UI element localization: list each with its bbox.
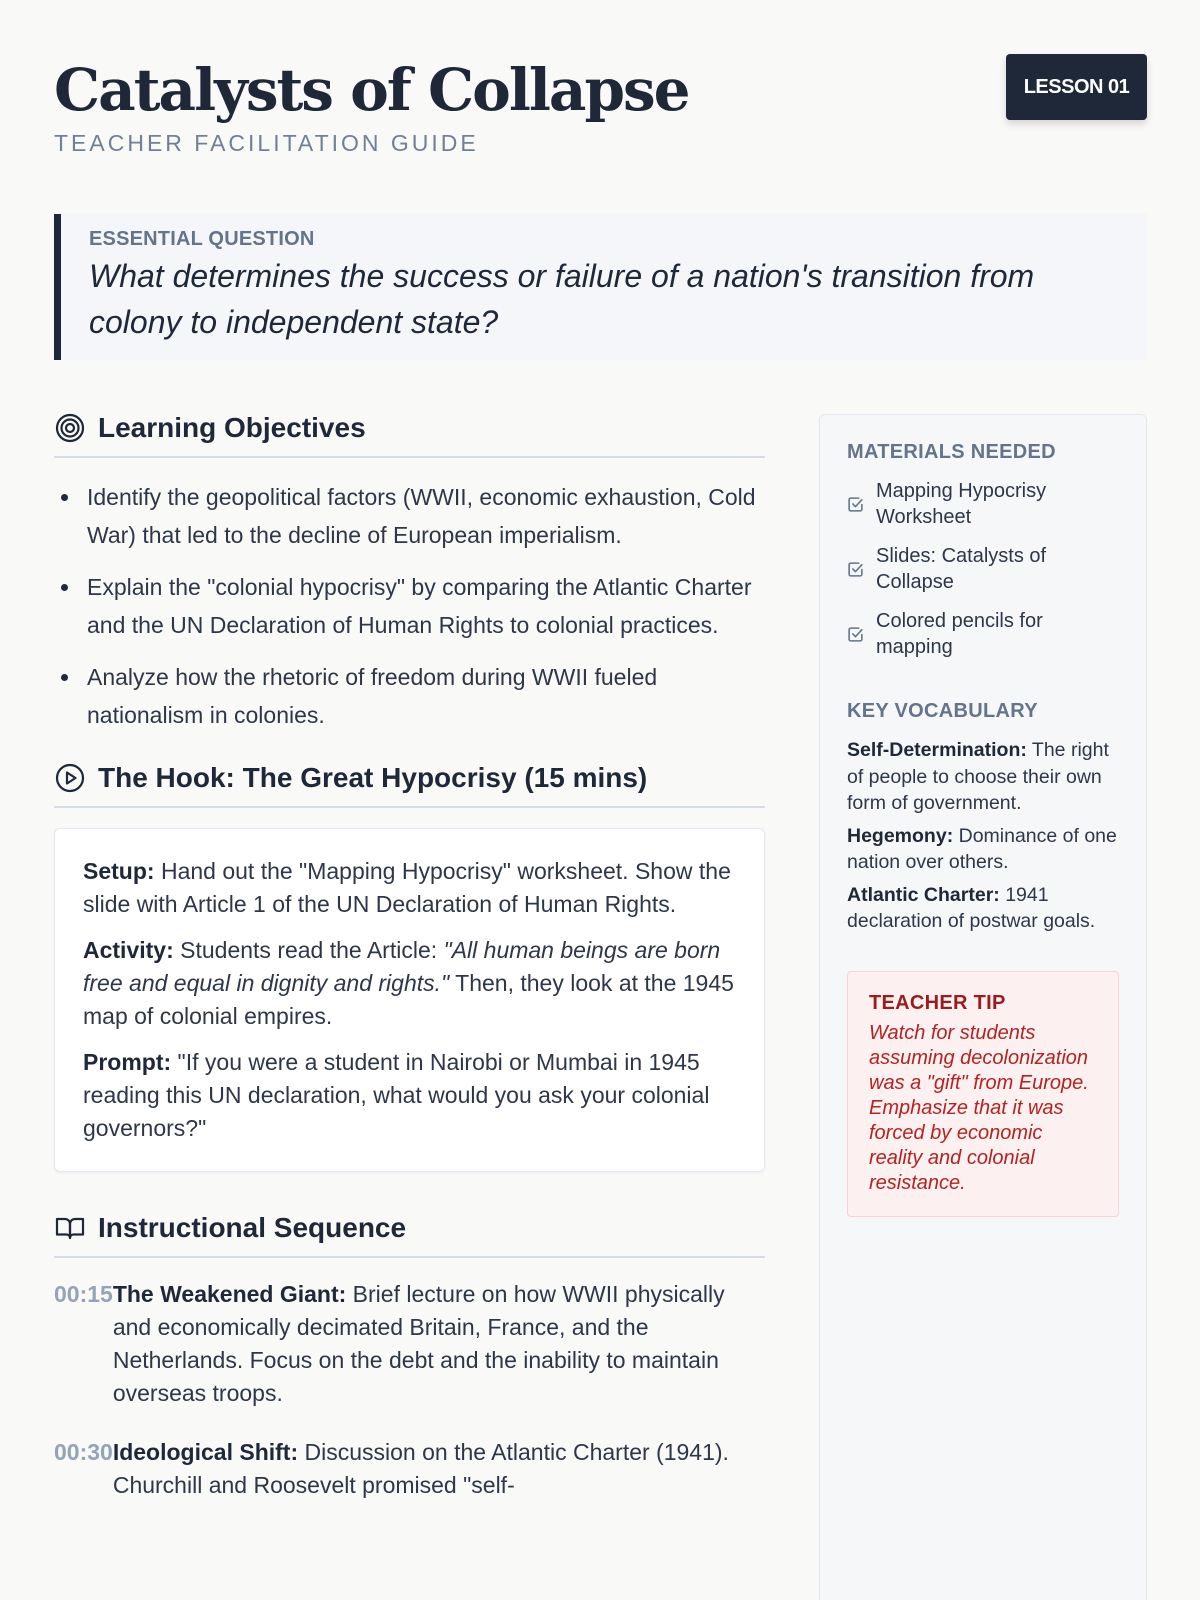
sequence-heading [54, 1212, 765, 1258]
target-icon [54, 412, 86, 444]
activity-label: Activity: [83, 937, 174, 963]
sequence-time: 00:30 [54, 1439, 113, 1465]
list-item: Analyze how the rhetoric of freedom during WWII fueled nationalism in colonies. [54, 658, 765, 734]
lesson-badge: LESSON 01 [1006, 54, 1147, 120]
hook-activity [83, 934, 736, 1033]
objectives-heading [54, 412, 765, 458]
vocab-term: Atlantic Charter: [847, 883, 1000, 906]
vocab-list [847, 737, 1119, 935]
sidebar [819, 414, 1147, 1600]
activity-text: Students read the Article: [173, 937, 444, 963]
vocab-term: Self-Determination: [847, 739, 1027, 761]
vocab-def: 1941 declaration of postwar goals. [847, 883, 1096, 932]
prompt-text: "If you were a student in Nairobi or Mumbai in 1945 reading this UN declaration, what would you ask your colonial governors?" [83, 1049, 710, 1141]
hook-heading [54, 762, 765, 808]
play-circle-icon [54, 762, 86, 794]
checkbox-icon [847, 496, 864, 513]
main-column [54, 412, 765, 1528]
essential-question [54, 214, 1147, 360]
hook-heading-text: The Hook: The Great Hypocrisy (15 mins) [98, 762, 648, 793]
vocab-item [847, 882, 1119, 935]
sequence-list [54, 1278, 765, 1502]
hook-card [54, 828, 765, 1172]
sequence-heading-text: Instructional Sequence [98, 1212, 407, 1243]
checkbox-icon [847, 561, 864, 578]
sequence-body: Discussion on the Atlantic Charter (1941). Churchill and Roosevelt promised "self- [112, 1439, 729, 1498]
checkbox-icon [847, 626, 864, 643]
list-item: Identify the geopolitical factors (WWII, economic exhaustion, Cold War) that led to the decline of European imperialism. [54, 478, 765, 554]
essential-question-text: What determines the success or failure of a nation's transition from colony to independent state? [89, 258, 1035, 340]
objectives-list [54, 478, 765, 734]
material-text: Colored pencils for mapping [876, 610, 1043, 658]
material-item [847, 478, 1119, 530]
material-item [847, 608, 1119, 660]
teacher-tip [847, 971, 1119, 1217]
material-text: Slides: Catalysts of Collapse [876, 545, 1047, 593]
setup-label: Setup: [83, 858, 155, 884]
vocab-def: Dominance of one nation over others. [847, 824, 1117, 873]
teacher-tip-heading: TEACHER TIP [869, 991, 1006, 1014]
vocab-heading: KEY VOCABULARY [847, 700, 1038, 722]
vocab-item [847, 823, 1119, 876]
prompt-label: Prompt: [83, 1049, 172, 1075]
sequence-time: 00:15 [54, 1281, 113, 1307]
material-item [847, 543, 1119, 595]
activity-text: Then, they look at the 1945 map of colonial empires. [83, 970, 734, 1029]
page-title: Catalysts of Collapse [54, 56, 689, 124]
essential-question-label: ESSENTIAL QUESTION [89, 228, 315, 250]
sequence-text [113, 1436, 765, 1502]
teacher-tip-text: Watch for students assuming decolonization was a "gift" from Europe. Emphasize that it was forced by economic reality and colonial resistance. [869, 1021, 1089, 1194]
setup-text: Hand out the "Mapping Hypocrisy" worksheet. Show the slide with Article 1 of the UN Declaration of Human Rights. [83, 858, 731, 917]
vocab-def: The right of people to choose their own form of government. [847, 739, 1109, 814]
sequence-item [54, 1436, 765, 1502]
vocab-item [847, 737, 1119, 817]
sequence-body: Brief lecture on how WWII physically and economically decimated Britain, France, and the Netherlands. Focus on the debt and the inability to maintain overseas troops. [112, 1281, 725, 1406]
material-text: Mapping Hypocrisy Worksheet [876, 480, 1047, 528]
sequence-item [54, 1278, 765, 1410]
list-item: Explain the "colonial hypocrisy" by comparing the Atlantic Charter and the UN Declaration of Human Rights to colonial practices. [54, 568, 765, 644]
sequence-title: Ideological Shift: [112, 1439, 299, 1465]
activity-quote: "All human beings are born free and equal in dignity and rights." [83, 937, 721, 996]
page-header [54, 52, 1147, 157]
sequence-text [113, 1278, 765, 1410]
hook-prompt [83, 1046, 736, 1145]
page-subtitle: TEACHER FACILITATION GUIDE [54, 130, 479, 156]
vocab-term: Hegemony: [847, 824, 954, 847]
hook-setup [83, 855, 736, 921]
book-open-icon [54, 1212, 86, 1244]
sequence-title: The Weakened Giant: [112, 1281, 347, 1307]
materials-heading: MATERIALS NEEDED [847, 441, 1056, 463]
objectives-heading-text: Learning Objectives [98, 412, 366, 443]
